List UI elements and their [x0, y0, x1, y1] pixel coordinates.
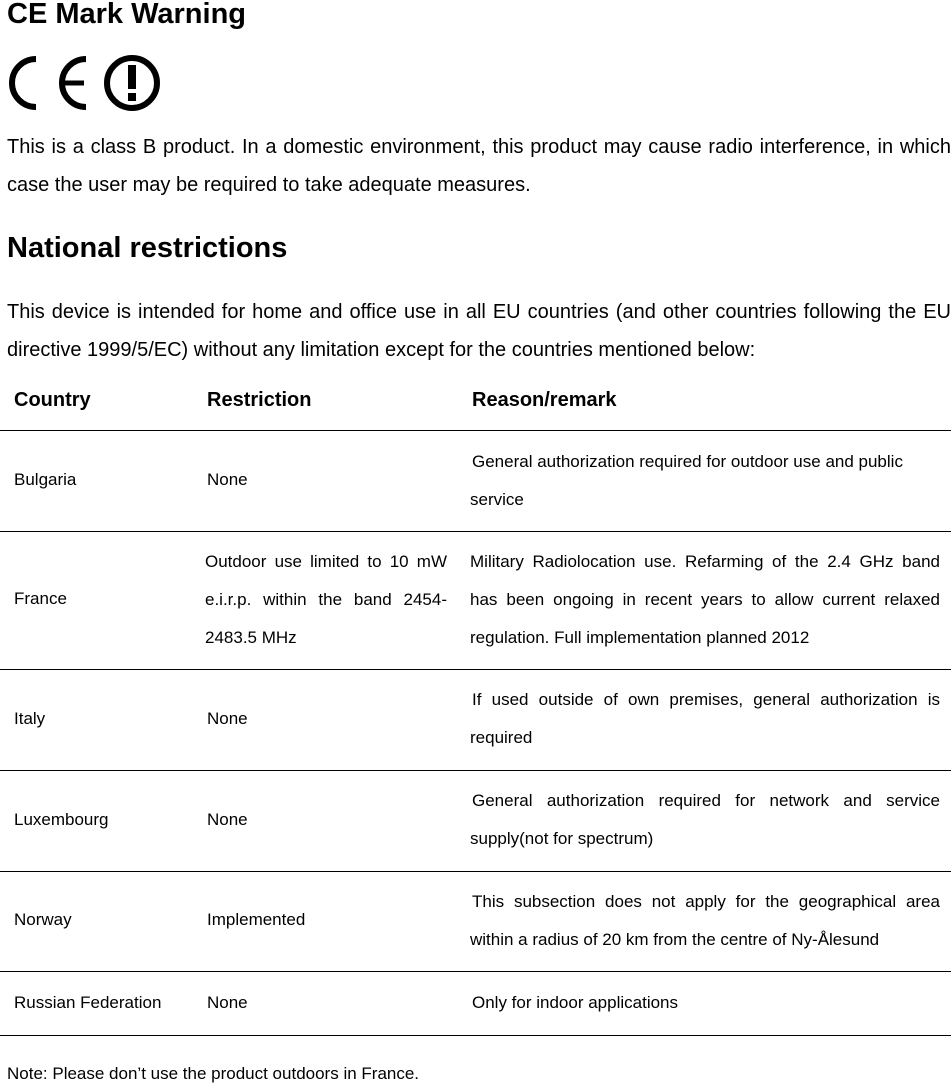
- ce-mark-with-alert-icon: [6, 53, 162, 113]
- reason-france: Military Radiolocation use. Refarming of the 2.4 GHz band has been ongoing in recent years to allow current relaxed regulation. Full implementation planned 2012: [470, 552, 940, 647]
- restriction-france: Outdoor use limited to 10 mW e.i.r.p. within the band 2454-2483.5 MHz: [205, 552, 447, 647]
- restriction-luxembourg: None: [207, 810, 248, 829]
- country-italy: Italy: [14, 709, 46, 728]
- national-restrictions-text: This device is intended for home and office use in all EU countries (and other countries following the EU directive 1999/5/EC) without any limitation except for the countries mentioned below:: [7, 301, 951, 361]
- reason-bulgaria: General authorization required for outdoor use and public service: [470, 452, 903, 509]
- restriction-norway: Implemented: [207, 910, 306, 929]
- restriction-russian-federation: None: [207, 993, 248, 1012]
- country-bulgaria: Bulgaria: [14, 470, 77, 489]
- country-russian-federation: Russian Federation: [14, 993, 162, 1012]
- table-divider: [0, 871, 951, 872]
- table-divider: [0, 770, 951, 771]
- restriction-italy: None: [207, 709, 248, 728]
- restriction-bulgaria: None: [207, 470, 248, 489]
- table-divider: [0, 430, 951, 431]
- page-title: CE Mark Warning: [7, 0, 247, 30]
- country-france: France: [14, 589, 67, 608]
- table-divider: [0, 531, 951, 532]
- column-header-restriction: Restriction: [207, 389, 312, 411]
- table-divider: [0, 1035, 951, 1036]
- reason-russian-federation: Only for indoor applications: [472, 993, 679, 1012]
- reason-italy: If used outside of own premises, general authorization is required: [470, 690, 940, 747]
- footnote: Note: Please don’t use the product outdoors in France.: [7, 1064, 420, 1083]
- table-divider: [0, 971, 951, 972]
- country-norway: Norway: [14, 910, 72, 929]
- column-header-country: Country: [14, 389, 91, 411]
- country-luxembourg: Luxembourg: [14, 810, 109, 829]
- reason-norway: This subsection does not apply for the geographical area within a radius of 20 km from the centre of Ny-Ålesund: [470, 892, 940, 949]
- reason-luxembourg: General authorization required for network and service supply(not for spectrum): [470, 791, 940, 848]
- class-b-statement: This is a class B product. In a domestic environment, this product may cause radio interference, in which case the user may be required to take adequate measures.: [7, 136, 951, 196]
- column-header-reason: Reason/remark: [472, 389, 617, 411]
- table-divider: [0, 669, 951, 670]
- national-restrictions-heading: National restrictions: [7, 232, 288, 264]
